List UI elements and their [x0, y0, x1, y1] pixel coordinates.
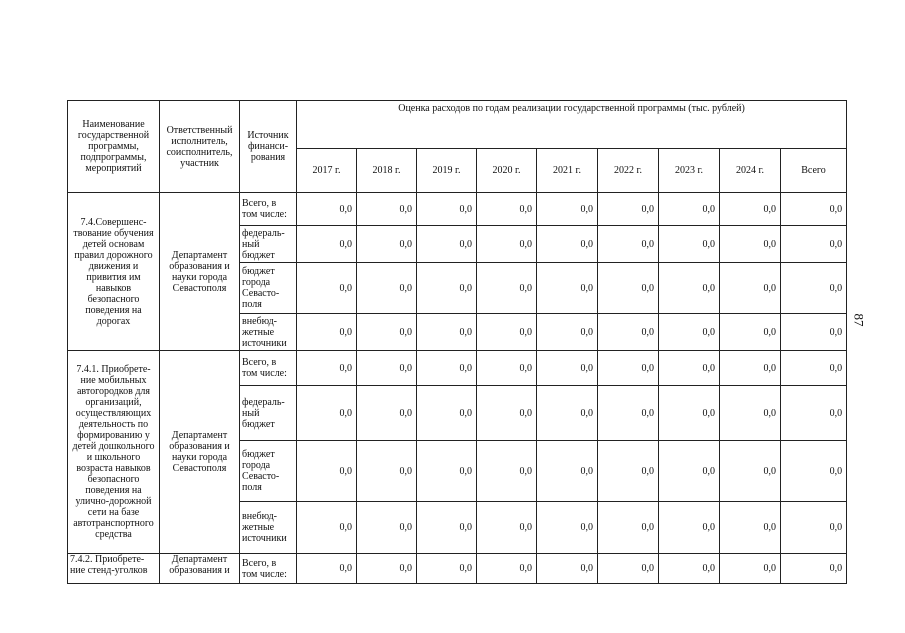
budget-table — [67, 100, 847, 584]
value-cell: 0,0 — [537, 263, 598, 314]
value-cell: 0,0 — [297, 502, 357, 554]
value-cell: 0,0 — [357, 386, 417, 441]
value-cell: 0,0 — [720, 226, 781, 263]
year-header-5: 2022 г. — [598, 149, 659, 193]
responsible-executor: Департамент образования и науки города Севастополя — [160, 193, 240, 351]
value-cell: 0,0 — [537, 351, 598, 386]
value-cell: 0,0 — [417, 314, 477, 351]
value-cell: 0,0 — [659, 554, 720, 584]
value-cell: 0,0 — [297, 193, 357, 226]
measure-name: 7.4.2. Приобрете-ние стенд-уголков — [68, 554, 160, 584]
value-cell: 0,0 — [659, 502, 720, 554]
table-row — [68, 351, 847, 386]
value-cell: 0,0 — [720, 193, 781, 226]
value-cell: 0,0 — [297, 554, 357, 584]
value-cell: 0,0 — [297, 314, 357, 351]
value-cell: 0,0 — [781, 386, 847, 441]
year-header-7: 2024 г. — [720, 149, 781, 193]
value-cell: 0,0 — [477, 554, 537, 584]
value-cell: 0,0 — [781, 263, 847, 314]
value-cell: 0,0 — [537, 314, 598, 351]
value-cell: 0,0 — [417, 226, 477, 263]
table-row — [68, 554, 847, 584]
value-cell: 0,0 — [598, 193, 659, 226]
funding-source: бюджет города Севасто-поля — [240, 441, 297, 502]
value-cell: 0,0 — [537, 226, 598, 263]
year-header-2: 2019 г. — [417, 149, 477, 193]
value-cell: 0,0 — [598, 314, 659, 351]
value-cell: 0,0 — [477, 314, 537, 351]
value-cell: 0,0 — [297, 441, 357, 502]
value-cell: 0,0 — [477, 263, 537, 314]
value-cell: 0,0 — [659, 226, 720, 263]
value-cell: 0,0 — [537, 441, 598, 502]
value-cell: 0,0 — [598, 502, 659, 554]
value-cell: 0,0 — [781, 441, 847, 502]
value-cell: 0,0 — [659, 263, 720, 314]
value-cell: 0,0 — [417, 193, 477, 226]
year-header-8: Всего — [781, 149, 847, 193]
value-cell: 0,0 — [720, 554, 781, 584]
value-cell: 0,0 — [357, 351, 417, 386]
value-cell: 0,0 — [781, 554, 847, 584]
value-cell: 0,0 — [357, 441, 417, 502]
value-cell: 0,0 — [781, 502, 847, 554]
value-cell: 0,0 — [417, 351, 477, 386]
value-cell: 0,0 — [477, 386, 537, 441]
value-cell: 0,0 — [417, 386, 477, 441]
value-cell: 0,0 — [598, 441, 659, 502]
value-cell: 0,0 — [357, 226, 417, 263]
page-number: 87 — [851, 313, 867, 327]
value-cell: 0,0 — [598, 263, 659, 314]
value-cell: 0,0 — [417, 263, 477, 314]
value-cell: 0,0 — [598, 351, 659, 386]
value-cell: 0,0 — [659, 351, 720, 386]
year-header-3: 2020 г. — [477, 149, 537, 193]
value-cell: 0,0 — [417, 502, 477, 554]
value-cell: 0,0 — [659, 441, 720, 502]
value-cell: 0,0 — [357, 263, 417, 314]
funding-source: федераль-ный бюджет — [240, 386, 297, 441]
value-cell: 0,0 — [477, 226, 537, 263]
funding-source: Всего, в том числе: — [240, 554, 297, 584]
value-cell: 0,0 — [357, 502, 417, 554]
value-cell: 0,0 — [720, 314, 781, 351]
value-cell: 0,0 — [477, 502, 537, 554]
value-cell: 0,0 — [477, 441, 537, 502]
year-header-4: 2021 г. — [537, 149, 598, 193]
value-cell: 0,0 — [720, 263, 781, 314]
value-cell: 0,0 — [297, 351, 357, 386]
funding-source: внебюд-жетные источники — [240, 502, 297, 554]
value-cell: 0,0 — [537, 554, 598, 584]
value-cell: 0,0 — [417, 554, 477, 584]
measure-name: 7.4.Совершенс-твование обучения детей основам правил дорожного движения и привития им навыков безопасного поведения на дорогах — [68, 193, 160, 351]
year-header-1: 2018 г. — [357, 149, 417, 193]
measure-name: 7.4.1. Приобрете-ние мобильных автогородков для организаций, осуществляющих деятельность по формированию у детей дошкольного и школьного возраста навыков безопасного поведения на улично-дорожной сети на базе автотранспортного средства — [68, 351, 160, 554]
value-cell: 0,0 — [297, 226, 357, 263]
year-header-6: 2023 г. — [659, 149, 720, 193]
table-row — [68, 193, 847, 226]
year-header-0: 2017 г. — [297, 149, 357, 193]
funding-source: Всего, в том числе: — [240, 351, 297, 386]
value-cell: 0,0 — [598, 554, 659, 584]
value-cell: 0,0 — [720, 441, 781, 502]
value-cell: 0,0 — [477, 351, 537, 386]
value-cell: 0,0 — [720, 351, 781, 386]
header-name: Наименование государственной программы, подпрограммы, мероприятий — [68, 101, 160, 193]
funding-source: федераль-ный бюджет — [240, 226, 297, 263]
value-cell: 0,0 — [477, 193, 537, 226]
header-responsible: Ответственный исполнитель, соисполнитель, участник — [160, 101, 240, 193]
value-cell: 0,0 — [357, 193, 417, 226]
value-cell: 0,0 — [659, 314, 720, 351]
value-cell: 0,0 — [659, 193, 720, 226]
value-cell: 0,0 — [720, 386, 781, 441]
value-cell: 0,0 — [417, 441, 477, 502]
value-cell: 0,0 — [659, 386, 720, 441]
responsible-executor: Департамент образования и — [160, 554, 240, 584]
table-body — [68, 193, 847, 584]
value-cell: 0,0 — [781, 226, 847, 263]
responsible-executor: Департамент образования и науки города Севастополя — [160, 351, 240, 554]
value-cell: 0,0 — [598, 226, 659, 263]
funding-source: бюджет города Севасто-поля — [240, 263, 297, 314]
header-estimate: Оценка расходов по годам реализации государственной программы (тыс. рублей) — [297, 101, 847, 149]
value-cell: 0,0 — [537, 386, 598, 441]
value-cell: 0,0 — [781, 193, 847, 226]
value-cell: 0,0 — [297, 263, 357, 314]
value-cell: 0,0 — [781, 351, 847, 386]
value-cell: 0,0 — [781, 314, 847, 351]
funding-source: Всего, в том числе: — [240, 193, 297, 226]
value-cell: 0,0 — [297, 386, 357, 441]
header-source: Источник финанси-рования — [240, 101, 297, 193]
value-cell: 0,0 — [537, 502, 598, 554]
value-cell: 0,0 — [357, 314, 417, 351]
value-cell: 0,0 — [598, 386, 659, 441]
value-cell: 0,0 — [357, 554, 417, 584]
value-cell: 0,0 — [720, 502, 781, 554]
value-cell: 0,0 — [537, 193, 598, 226]
funding-source: внебюд-жетные источники — [240, 314, 297, 351]
